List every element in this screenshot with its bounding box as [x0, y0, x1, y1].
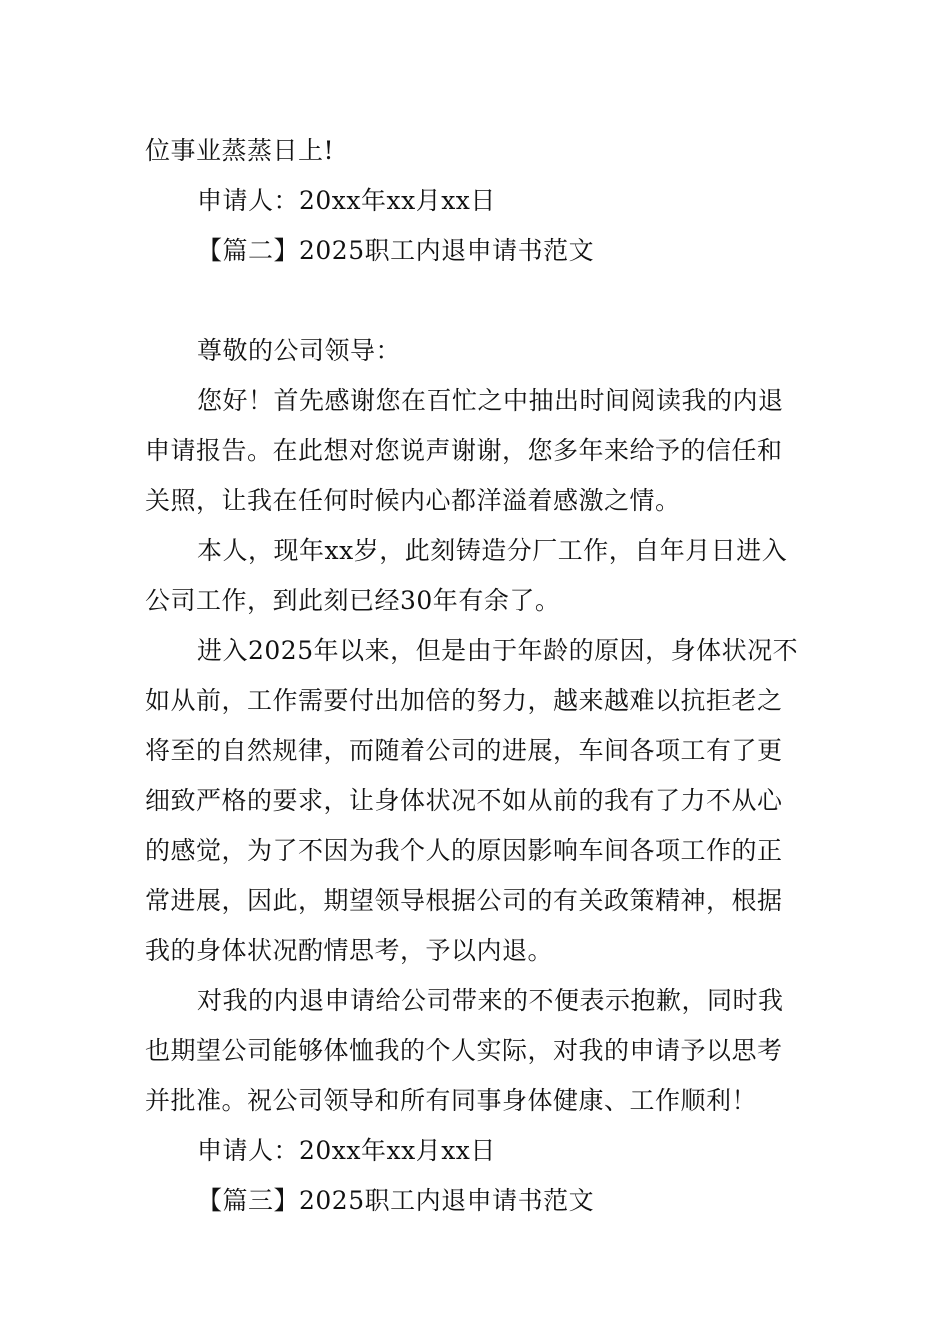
paragraph-line: 申请报告。在此想对您说声谢谢，您多年来给予的信任和	[145, 436, 783, 465]
paragraph-line: 进入2025年以来，但是由于年龄的原因，身体状况不	[197, 636, 799, 665]
paragraph-line: 位事业蒸蒸日上!	[145, 136, 335, 165]
paragraph-line: 您好！首先感谢您在百忙之中抽出时间阅读我的内退	[197, 386, 784, 415]
paragraph-line: 公司工作，到此刻已经30年有余了。	[145, 586, 561, 615]
paragraph-line: 关照，让我在任何时候内心都洋溢着感激之情。	[145, 486, 681, 515]
paragraph-line: 也期望公司能够体恤我的个人实际，对我的申请予以思考	[145, 1036, 783, 1065]
section-heading: 【篇二】2025职工内退申请书范文	[197, 236, 595, 265]
paragraph-line: 将至的自然规律，而随着公司的进展，车间各项工有了更	[145, 736, 783, 765]
document-page	[145, 126, 810, 1226]
paragraph-line: 我的身体状况酌情思考，予以内退。	[145, 936, 554, 965]
paragraph-line: 细致严格的要求，让身体状况不如从前的我有了力不从心	[145, 786, 783, 815]
blank-line	[145, 276, 810, 326]
paragraph-line: 并批准。祝公司领导和所有同事身体健康、工作顺利！	[145, 1086, 758, 1115]
section-heading: 【篇三】2025职工内退申请书范文	[197, 1186, 595, 1215]
signature-line: 申请人：20xx年xx月xx日	[197, 186, 496, 215]
paragraph-line: 本人，现年xx岁，此刻铸造分厂工作，自年月日进入	[197, 536, 788, 565]
paragraph-line: 常进展，因此，期望领导根据公司的有关政策精神，根据	[145, 886, 783, 915]
paragraph-line: 对我的内退申请给公司带来的不便表示抱歉，同时我	[197, 986, 784, 1015]
salutation: 尊敬的公司领导：	[197, 336, 402, 365]
signature-line: 申请人：20xx年xx月xx日	[197, 1136, 496, 1165]
paragraph-line: 如从前，工作需要付出加倍的努力，越来越难以抗拒老之	[145, 686, 783, 715]
paragraph-line: 的感觉，为了不因为我个人的原因影响车间各项工作的正	[145, 836, 783, 865]
